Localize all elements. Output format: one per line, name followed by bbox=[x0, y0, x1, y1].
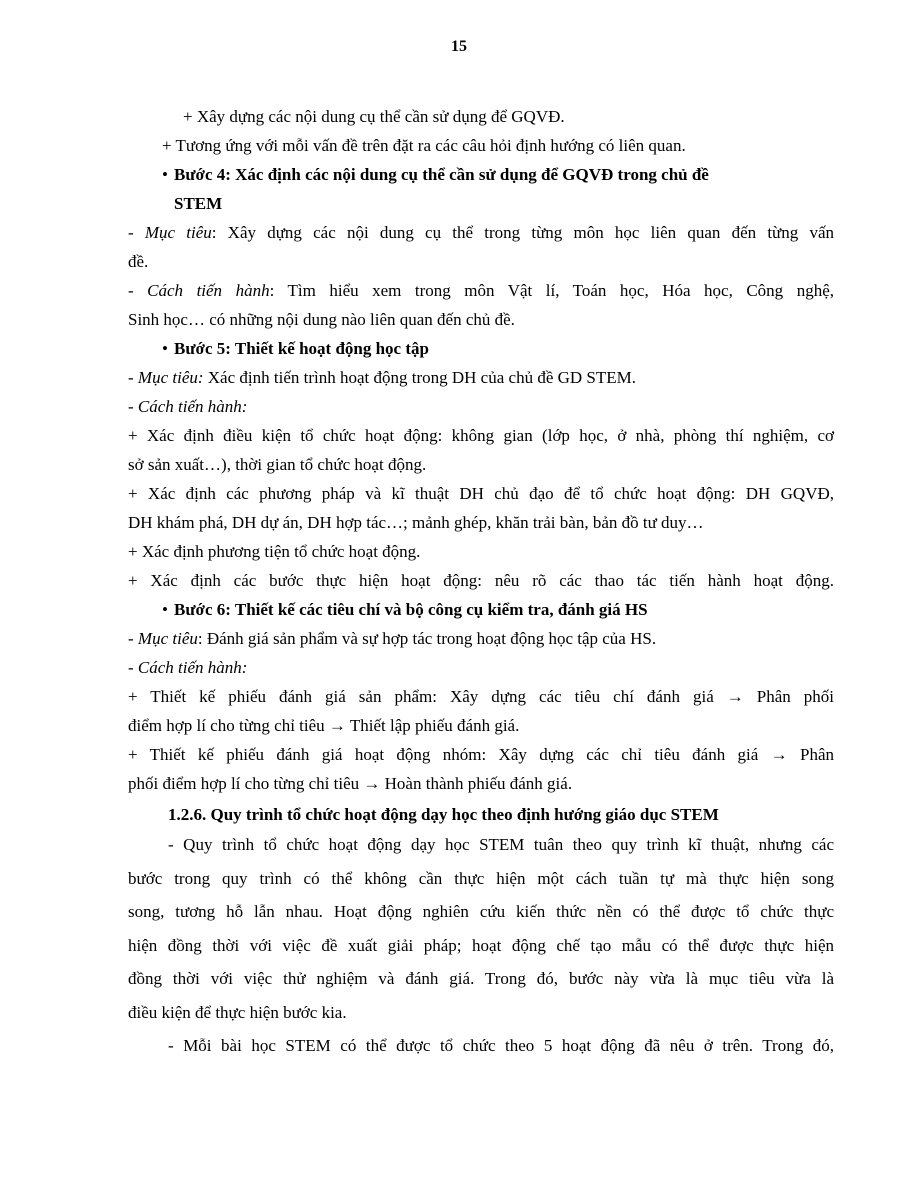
list-item: + Tương ứng với mỗi vấn đề trên đặt ra các câu hỏi định hướng có liên quan. bbox=[162, 136, 686, 155]
objective-paragraph: - Mục tiêu: Đánh giá sản phẩm và sự hợp tác trong hoạt động học tập của HS. bbox=[128, 629, 657, 648]
method-paragraph: - Cách tiến hành: Tìm hiểu xem trong môn Vật lí, Toán học, Hóa học, Công nghệ, Sinh học… có những nội dung nào liên quan đến chủ đề. bbox=[128, 281, 834, 329]
step-4-heading: • Bước 4: Xác định các nội dung cụ thể cần sử dụng để GQVĐ trong chủ đề STEM bbox=[128, 160, 834, 218]
list-item: + Thiết kế phiếu đánh giá sản phẩm: Xây dựng các tiêu chí đánh giá → Phân phối điểm hợp lí cho từng chỉ tiêu → Thiết lập phiếu đánh giá. bbox=[128, 687, 834, 735]
bullet-icon: • bbox=[162, 339, 168, 358]
list-item: + Thiết kế phiếu đánh giá hoạt động nhóm: Xây dựng các chỉ tiêu đánh giá → Phân phối điểm hợp lí cho từng chỉ tiêu → Hoàn thành phiếu đánh giá. bbox=[128, 745, 834, 793]
list-item: + Xác định điều kiện tổ chức hoạt động: không gian (lớp học, ở nhà, phòng thí nghiệm, cơ sở sản xuất…), thời gian tổ chức hoạt động. bbox=[128, 426, 834, 474]
page-number: 15 bbox=[451, 38, 467, 55]
body-paragraph: - Mỗi bài học STEM có thể được tổ chức theo 5 hoạt động đã nêu ở trên. Trong đó, bbox=[168, 1036, 834, 1055]
method-label: - Cách tiến hành: bbox=[128, 658, 248, 677]
objective-paragraph: - Mục tiêu: Xác định tiến trình hoạt động trong DH của chủ đề GD STEM. bbox=[128, 368, 637, 387]
list-item: + Xây dựng các nội dung cụ thể cần sử dụng để GQVĐ. bbox=[183, 107, 565, 126]
bullet-icon: • bbox=[162, 600, 168, 619]
objective-paragraph: - Mục tiêu: Xây dựng các nội dung cụ thể trong từng môn học liên quan đến từng vấn đề. bbox=[128, 223, 834, 271]
step-5-heading: • Bước 5: Thiết kế hoạt động học tập bbox=[128, 334, 834, 363]
bullet-icon: • bbox=[162, 165, 168, 184]
step-6-heading: • Bước 6: Thiết kế các tiêu chí và bộ công cụ kiểm tra, đánh giá HS bbox=[128, 595, 834, 624]
method-label: - Cách tiến hành: bbox=[128, 397, 248, 416]
list-item: + Xác định các bước thực hiện hoạt động: nêu rõ các thao tác tiến hành hoạt động. bbox=[128, 571, 834, 590]
list-item: + Xác định các phương pháp và kĩ thuật DH chủ đạo để tổ chức hoạt động: DH GQVĐ, DH khám phá, DH dự án, DH hợp tác…; mảnh ghép, khăn trải bàn, bản đồ tư duy… bbox=[128, 484, 834, 532]
section-heading: 1.2.6. Quy trình tổ chức hoạt động dạy học theo định hướng giáo dục STEM bbox=[168, 805, 719, 824]
list-item: + Xác định phương tiện tổ chức hoạt động. bbox=[128, 542, 421, 561]
page-content bbox=[128, 102, 834, 1063]
body-paragraph: - Quy trình tổ chức hoạt động dạy học STEM tuân theo quy trình kĩ thuật, nhưng các bước trong quy trình có thể không cần thực hiện một cách tuần tự mà thực hiện song song, tương hỗ lẫn nhau. Hoạt động nghiên cứu kiến thức nền có thể được tổ chức thực hiện đồng thời với việc đề xuất giải pháp; hoạt động chế tạo mẫu có thể được thực hiện đồng thời với việc thử nghiệm và đánh giá. Trong đó, bước này vừa là mục tiêu vừa là điều kiện để thực hiện bước kia. bbox=[128, 835, 834, 1022]
